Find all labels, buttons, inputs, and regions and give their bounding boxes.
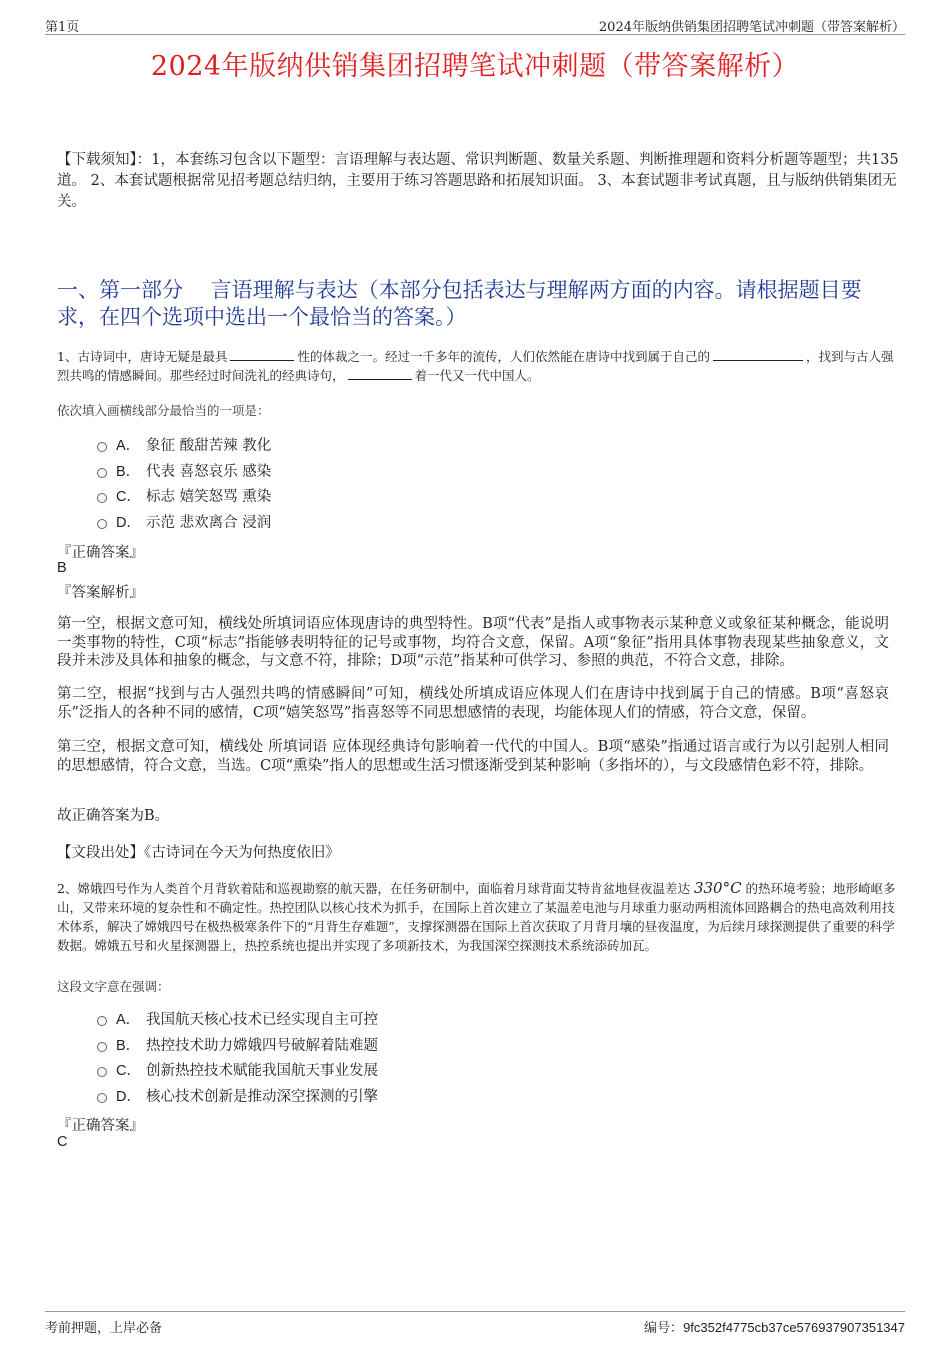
download-notice: 【下载须知】：1，本套练习包含以下题型：言语理解与表达题、常识判断题、数量关系题、判断推理题和资料分析题等题型；共135道。 2、本套试题根据常见招考题总结归纳，主要用于练习答题思路和拓展知识面。 3、本套试题非考试真题，且与版纳供销集团无关。 — [57, 152, 899, 210]
q1-analysis-para-1: 第一空，根据文意可知，横线处所填词语应体现唐诗的典型特性。B项“代表”是指人或事物表示某种意义或象征某种概念，能说明一类事物的特性，C项“标志”指能够表明特征的记号或事物，均符合文意，保留。A项“象征”指用具体事物表现某些抽象意义，文段并未涉及具体和抽象的概念，与文意不符，排除；D项“示范”指某种可供学习、参照的典范，不符合文意，排除。 — [57, 616, 889, 669]
page-footer — [45, 1311, 905, 1336]
q2-prompt: 这段文字意在强调： — [57, 979, 170, 994]
q1-blank-1 — [230, 348, 294, 361]
q1-analysis-para-4: 故正确答案为B。 — [57, 808, 170, 824]
q1-options — [97, 432, 271, 534]
q2-temperature: 330°C — [693, 879, 742, 897]
q1-text-a: 1、古诗词中，唐诗无疑是最具 — [57, 349, 228, 364]
footer-slogan: 考前押题，上岸必备 — [45, 1321, 163, 1336]
footer-code-label: 编号： — [644, 1321, 684, 1336]
q2-option-c[interactable]: C． 创新热控技术赋能我国航天事业发展 — [97, 1057, 378, 1083]
q1-text-b: 性的体裁之一。经过一千多年的流传，人们依然能在唐诗中找到属于自己的 — [297, 349, 710, 364]
radio-icon[interactable] — [97, 519, 107, 529]
radio-icon[interactable] — [97, 1067, 107, 1077]
q2-text-a: 2、嫦娥四号作为人类首个月背软着陆和巡视勘察的航天器，在任务研制中，面临着月球背面艾特肯盆地昼夜温差达 — [57, 881, 690, 896]
page-title: 2024年版纳供销集团招聘笔试冲刺题（带答案解析） — [150, 51, 800, 82]
footer-code-value: 9fc352f4775cb37ce576937907351347 — [683, 1320, 905, 1335]
q1-answer-label: 『正确答案』 — [57, 545, 144, 561]
radio-icon[interactable] — [97, 1093, 107, 1103]
q1-prompt: 依次填入画横线部分最恰当的一项是： — [57, 403, 270, 418]
section-heading: 一、第一部分 言语理解与表达（本部分包括表达与理解两方面的内容。请根据题目要求，在四个选项中选出一个最恰当的答案。） — [57, 278, 862, 329]
q2-option-a[interactable]: A． 我国航天核心技术已经实现自主可控 — [97, 1006, 378, 1032]
q1-option-b[interactable]: B． 代表 喜怒哀乐 感染 — [97, 458, 271, 484]
page-number: 第1页 — [45, 20, 80, 35]
q1-analysis-label: 『答案解析』 — [57, 585, 144, 601]
page-header — [45, 14, 905, 35]
radio-icon[interactable] — [97, 442, 107, 452]
q1-option-c[interactable]: C． 标志 嬉笑怒骂 熏染 — [97, 483, 271, 509]
footer-code — [644, 1317, 905, 1336]
header-doc-title: 2024年版纳供销集团招聘笔试冲刺题（带答案解析） — [598, 20, 905, 35]
q1-answer: B — [57, 560, 67, 576]
q1-source: 【文段出处】《古诗词在今天为何热度依旧》 — [57, 845, 340, 861]
q1-analysis-para-2: 第二空，根据“找到与古人强烈共鸣的情感瞬间”可知，横线处所填成语应体现人们在唐诗中找到属于自己的情感。B项“喜怒哀乐”泛指人的各种不同的感情，C项“嬉笑怒骂”指喜怒等不同思想感情的表现，均能体现人们的情感，符合文意，保留。 — [57, 686, 889, 721]
q2-option-b[interactable]: B． 热控技术助力嫦娥四号破解着陆难题 — [97, 1032, 378, 1058]
question-2-stem — [57, 879, 902, 955]
q2-option-d[interactable]: D． 核心技术创新是推动深空探测的引擎 — [97, 1083, 378, 1109]
q2-text-b: 的热环境考验；地形崎岖多山，又带来环境的复杂性和不确定性。热控团队以核心技术为抓手，在国际上首次建立了某温差电池与月球重力驱动两相流体回路耦合的热电高效利用技术体系，解决了嫦娥四号在极热极寒条件下的“月背生存难题”，支撑探测器在国际上首次获取了月背月壤的昼夜温度，为后续月球探测提供了重要的科学数据。嫦娥五号和火星探测器上，热控系统也提出并实现了多项新技术，为我国深空探测技术系统添砖加瓦。 — [57, 881, 896, 953]
radio-icon[interactable] — [97, 493, 107, 503]
q1-option-d[interactable]: D． 示范 悲欢离合 浸润 — [97, 509, 271, 535]
q1-text-d: 着一代又一代中国人。 — [414, 368, 540, 383]
q2-answer: C — [57, 1134, 68, 1150]
radio-icon[interactable] — [97, 468, 107, 478]
q1-text-c: ，找到与古人强烈共鸣的情感瞬间。那些经过时间洗礼的经典诗句， — [57, 349, 894, 383]
radio-icon[interactable] — [97, 1016, 107, 1026]
q1-analysis-para-3: 第三空，根据文意可知，横线处 所填词语 应体现经典诗句影响着一代代的中国人。B项“感染”指通过语言或行为以引起别人相同的思想感情，符合文意，当选。C项“熏染”指人的思想或生活习惯逐渐受到某种影响（多指坏的），与文段感情色彩不符，排除。 — [57, 739, 889, 774]
q1-option-a[interactable]: A． 象征 酸甜苦辣 教化 — [97, 432, 271, 458]
question-1-stem — [57, 347, 902, 385]
q1-blank-2 — [713, 348, 803, 361]
q2-options — [97, 1006, 378, 1108]
radio-icon[interactable] — [97, 1042, 107, 1052]
q2-answer-label: 『正确答案』 — [57, 1118, 144, 1134]
q1-blank-3 — [348, 367, 412, 380]
